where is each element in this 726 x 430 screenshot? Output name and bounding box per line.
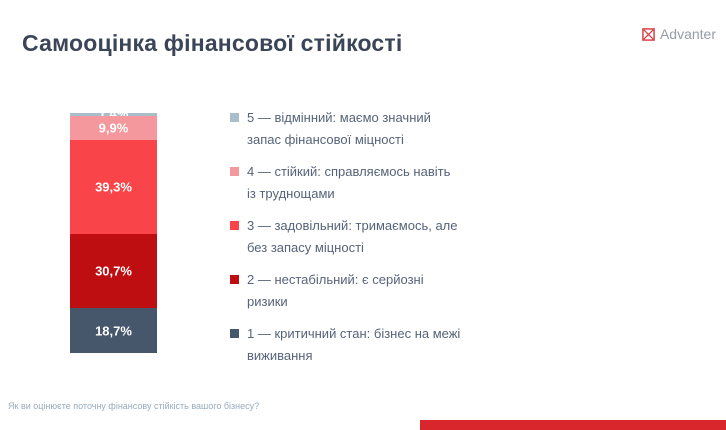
legend-item-rating-5: [230, 107, 462, 150]
legend-marker-icon: [230, 167, 239, 176]
legend-item-rating-4: [230, 161, 462, 204]
legend-item-rating-2: [230, 269, 462, 312]
legend-label: 4 — стійкий: справляємось навіть із труднощами: [247, 164, 451, 201]
bar-segment-rating-2: [70, 234, 157, 308]
legend-marker-icon: [230, 221, 239, 230]
crossed-box-icon: [642, 28, 655, 41]
legend-marker-icon: [230, 329, 239, 338]
bar-segment-label: 39,3%: [95, 179, 132, 195]
legend-label: 2 — нестабільний: є серйозні ризики: [247, 272, 424, 309]
legend-item-rating-3: [230, 215, 462, 258]
legend-label: 5 — відмінний: маємо значний запас фінансової міцності: [247, 110, 431, 147]
legend-label: 1 — критичний стан: бізнес на межі виживання: [247, 326, 461, 363]
legend-marker-icon: [230, 275, 239, 284]
bar-segment-label: 18,7%: [95, 323, 132, 339]
bar-segment-rating-1: [70, 308, 157, 353]
bar-segment-rating-4: [70, 116, 157, 140]
page-title: Самооцінка фінансової стійкості: [22, 30, 403, 56]
bar-segment-rating-3: [70, 140, 157, 234]
legend-marker-icon: [230, 113, 239, 122]
bar-segment-label: 30,7%: [95, 263, 132, 279]
stacked-bar: [70, 113, 157, 353]
legend: [230, 107, 462, 377]
accent-strip: [420, 420, 726, 430]
legend-label: 3 — задовільний: тримаємось, але без запасу міцності: [247, 218, 458, 255]
bar-segment-label: 9,9%: [98, 120, 129, 136]
brand-logo: [642, 26, 716, 42]
survey-question: Як ви оцінюєте поточну фінансову стійкість вашого бізнесу?: [8, 401, 260, 411]
legend-item-rating-1: [230, 323, 462, 366]
brand-name: Advanter: [659, 26, 716, 42]
